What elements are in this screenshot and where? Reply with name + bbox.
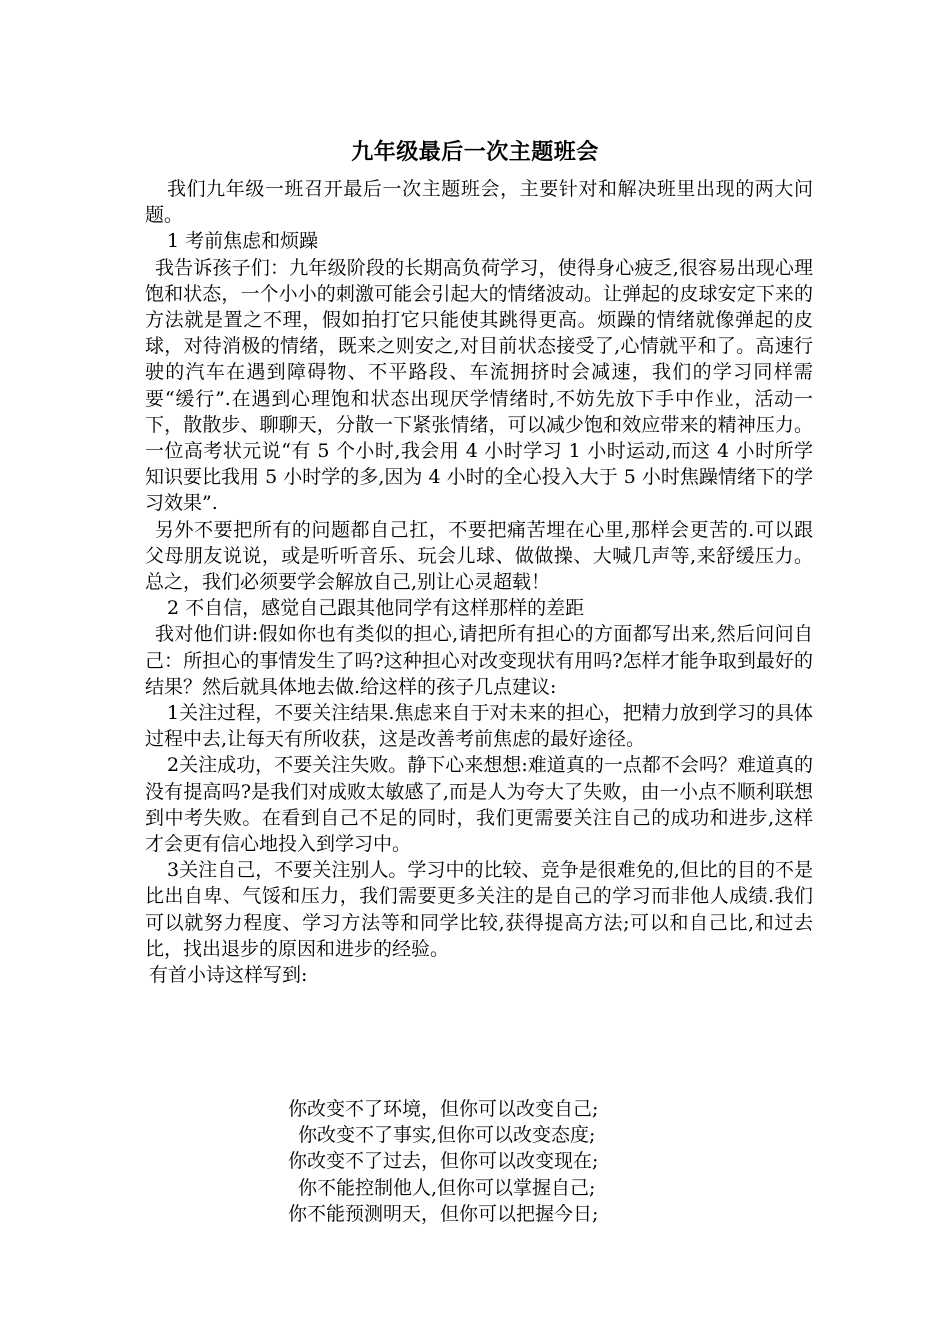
advice-item-1: 1关注过程，不要关注结果.焦虑来自于对未来的担心，把精力放到学习的具体过程中去,让每天有所收获，这是改善考前焦虑的最好途径。 xyxy=(145,702,813,751)
poem-line: 你改变不了事实,但你可以改变态度; xyxy=(298,1124,596,1147)
section-heading-2: 2 不自信，感觉自己跟其他同学有这样那样的差距 xyxy=(167,597,585,620)
advice-item-3: 3关注自己，不要关注别人。学习中的比较、竞争是很难免的,但比的目的不是比出自卑、气馁和压力，我们需要更多关注的是自己的学习而非他人成绩.我们可以就努力程度、学习方法等和同学比较,获得提高方法;可以和自己比,和过去比，找出退步的原因和进步的经验。 xyxy=(145,859,813,960)
paragraph-confidence: 我对他们讲:假如你也有类似的担心,请把所有担心的方面都写出来,然后问问自己：所担心的事情发生了吗?这种担心对改变现状有用吗?怎样才能争取到最好的结果？然后就具体地去做.给这样的孩子几点建议: xyxy=(145,623,813,698)
poem xyxy=(0,1096,950,1227)
poem-line: 你不能控制他人,但你可以掌握自己; xyxy=(298,1176,596,1199)
paragraph-anxiety: 我告诉孩子们：九年级阶段的长期高负荷学习，使得身心疲乏,很容易出现心理饱和状态，一个小小的刺激可能会引起大的情绪波动。让弹起的皮球安定下来的方法就是置之不理，假如拍打它只能使其跳得更高。烦躁的情绪就像弹起的皮球，对待消极的情绪，既来之则安之,对目前状态接受了,心情就平和了。高速行驶的汽车在遇到障碍物、不平路段、车流拥挤时会减速，我们的学习同样需要“缓行”.在遇到心理饱和状态出现厌学情绪时,不妨先放下手中作业，活动一下，散散步、聊聊天，分散一下紧张情绪，可以减少饱和效应带来的精神压力。一位高考状元说“有 5 个小时,我会用 4 小时学习 1 小时运动,而这 4 小时所学知识要比我用 5 小时学的多,因为 4 小时的全心投入大于 5 小时焦躁情绪下的学习效果”. xyxy=(145,256,813,515)
intro-paragraph: 我们九年级一班召开最后一次主题班会，主要针对和解决班里出现的两大问题。 xyxy=(145,178,813,227)
poem-line: 你改变不了过去，但你可以改变现在; xyxy=(288,1150,599,1173)
document-body xyxy=(145,176,813,988)
paragraph-relief: 另外不要把所有的问题都自己扛，不要把痛苦埋在心里,那样会更苦的.可以跟父母朋友说说，或是听听音乐、玩会儿球、做做操、大喊几声等,来舒缓压力。总之，我们必须要学会解放自己,别让心灵超载！ xyxy=(145,518,813,594)
poem-intro: 有首小诗这样写到: xyxy=(149,964,308,987)
poem-line: 你不能预测明天，但你可以把握今日; xyxy=(288,1202,599,1225)
advice-item-2: 2关注成功，不要关注失败。静下心来想想:难道真的一点都不会吗？难道真的没有提高吗?是我们对成败太敏感了,而是人为夸大了失败，由一小点不顺利联想到中考失败。在看到自己不足的同时，我们更需要关注自己的成功和进步,这样才会更有信心地投入到学习中。 xyxy=(145,754,813,856)
poem-line: 你改变不了环境，但你可以改变自己; xyxy=(288,1098,599,1120)
document-title: 九年级最后一次主题班会 xyxy=(351,139,599,165)
section-heading-1: 1 考前焦虑和烦躁 xyxy=(167,230,319,253)
